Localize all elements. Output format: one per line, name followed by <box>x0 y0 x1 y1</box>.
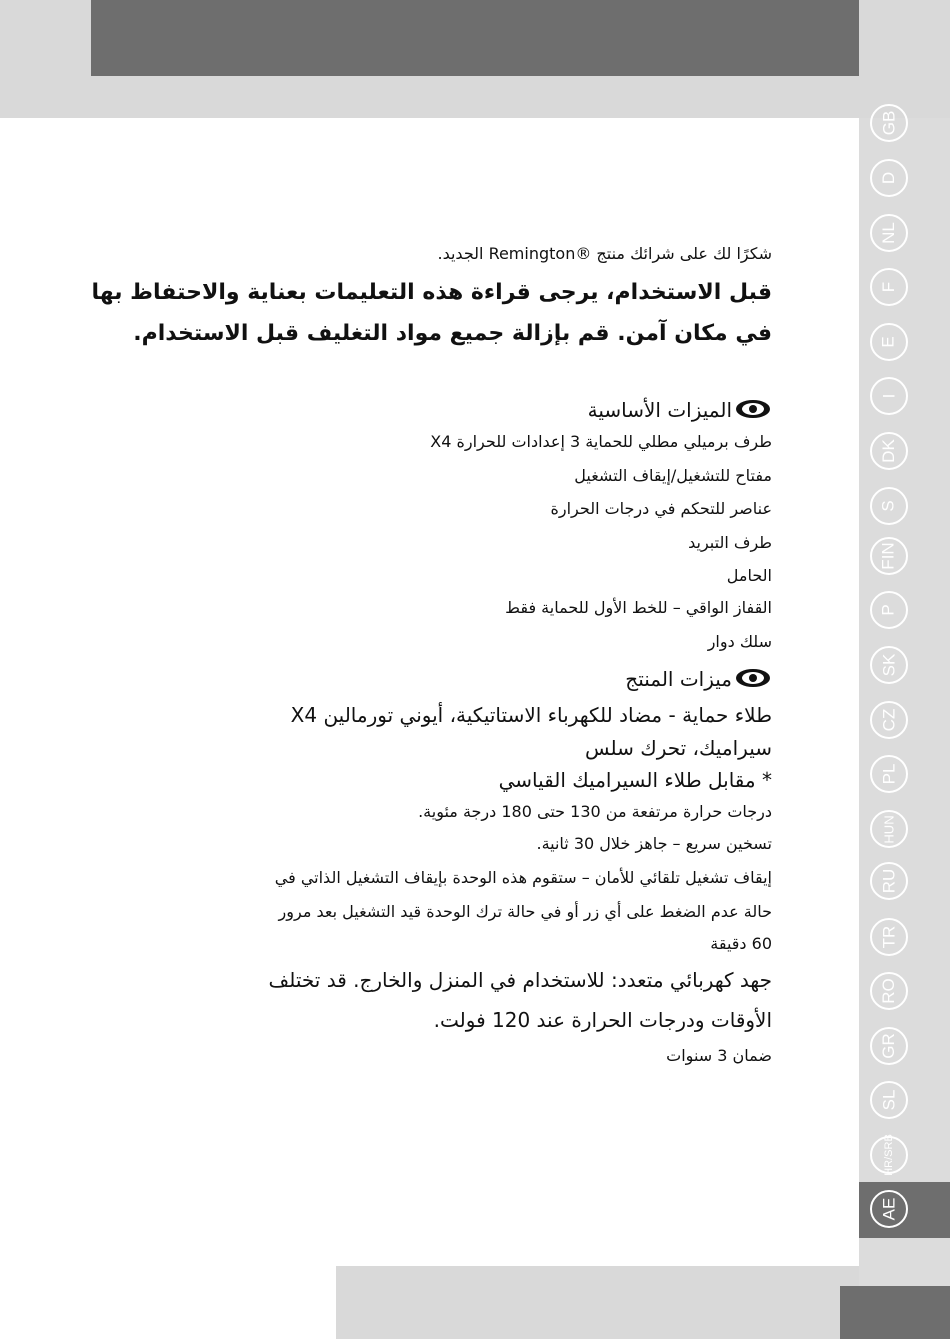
key-feature-item: X4 طرف برميلي مطلي للحماية 3 إعدادات للحرارة <box>430 432 772 451</box>
footer-band <box>336 1266 859 1339</box>
eye-icon <box>734 398 772 420</box>
voltage-line-2: الأوقات ودرجات الحرارة عند 120 فولت. <box>433 1008 772 1032</box>
product-features-heading <box>625 667 772 691</box>
language-tab-nl[interactable]: NL <box>870 214 908 252</box>
language-tab-sl[interactable]: SL <box>870 1081 908 1119</box>
language-tab-ru[interactable]: RU <box>870 862 908 900</box>
temperature-range: درجات حرارة مرتفعة من 130 حتى 180 درجة مئوية. <box>418 802 772 821</box>
language-tab-ro[interactable]: RO <box>870 972 908 1010</box>
language-tab-hun[interactable]: HUN <box>870 810 908 848</box>
language-tab-dk[interactable]: DK <box>870 432 908 470</box>
language-tab-e[interactable]: E <box>870 323 908 361</box>
coating-line-1: X4 طلاء حماية - مضاد للكهرباء الاستاتيكية، أيوني تورمالين <box>290 703 772 727</box>
coating-line-2: سيراميك، تحرك سلس <box>584 736 772 760</box>
key-features-title: الميزات الأساسية <box>587 398 732 422</box>
coating-note: * مقابل طلاء السيراميك القياسي <box>498 768 772 792</box>
language-tab-ae[interactable]: AE <box>870 1190 908 1228</box>
language-tab-cz[interactable]: CZ <box>870 701 908 739</box>
auto-off-line-3: 60 دقيقة <box>710 934 772 953</box>
language-tab-s[interactable]: S <box>870 487 908 525</box>
language-tab-fin[interactable]: FIN <box>870 537 908 575</box>
language-tab-pl[interactable]: PL <box>870 755 908 793</box>
language-tab-d[interactable]: D <box>870 159 908 197</box>
footer-page-block <box>840 1286 950 1339</box>
key-feature-item: مفتاح للتشغيل/إيقاف التشغيل <box>574 466 772 485</box>
product-features-title: ميزات المنتج <box>625 667 732 691</box>
key-feature-item: طرف التبريد <box>688 533 772 552</box>
language-tab-gr[interactable]: GR <box>870 1027 908 1065</box>
language-tab-hr-srb[interactable]: HR/SRB <box>870 1136 908 1174</box>
language-tab-tr[interactable]: TR <box>870 918 908 956</box>
heat-up-time: تسخين سريع – جاهز خلال 30 ثانية. <box>536 834 772 853</box>
intro-instruction-line-2: في مكان آمن. قم بإزالة جميع مواد التغليف قبل الاستخدام. <box>133 321 772 346</box>
intro-thanks: شكرًا لك على شرائك منتج ®Remington الجديد. <box>437 244 772 263</box>
intro-instruction-line-1: قبل الاستخدام، يرجى قراءة هذه التعليمات بعناية والاحتفاظ بها <box>91 280 772 305</box>
language-tab-p[interactable]: P <box>870 591 908 629</box>
language-tab-sk[interactable]: SK <box>870 646 908 684</box>
key-feature-item: القفاز الواقي – للخط الأول للحماية فقط <box>505 598 772 617</box>
warranty: ضمان 3 سنوات <box>666 1046 772 1065</box>
key-feature-item: سلك دوار <box>707 632 772 651</box>
key-feature-item: عناصر للتحكم في درجات الحرارة <box>550 499 772 518</box>
eye-icon <box>734 667 772 689</box>
voltage-line-1: جهد كهربائي متعدد: للاستخدام في المنزل والخارج. قد تختلف <box>268 968 772 992</box>
language-tab-gb[interactable]: GB <box>870 104 908 142</box>
language-tab-i[interactable]: I <box>870 377 908 415</box>
language-tab-f[interactable]: F <box>870 268 908 306</box>
auto-off-line-1: إيقاف تشغيل تلقائي للأمان – ستقوم هذه الوحدة بإيقاف التشغيل الذاتي في <box>274 868 772 887</box>
key-features-heading <box>588 398 772 422</box>
header-bar <box>91 0 859 76</box>
auto-off-line-2: حالة عدم الضغط على أي زر أو في حالة ترك الوحدة قيد التشغيل بعد مرور <box>278 902 772 921</box>
key-feature-item: الحامل <box>726 566 772 585</box>
